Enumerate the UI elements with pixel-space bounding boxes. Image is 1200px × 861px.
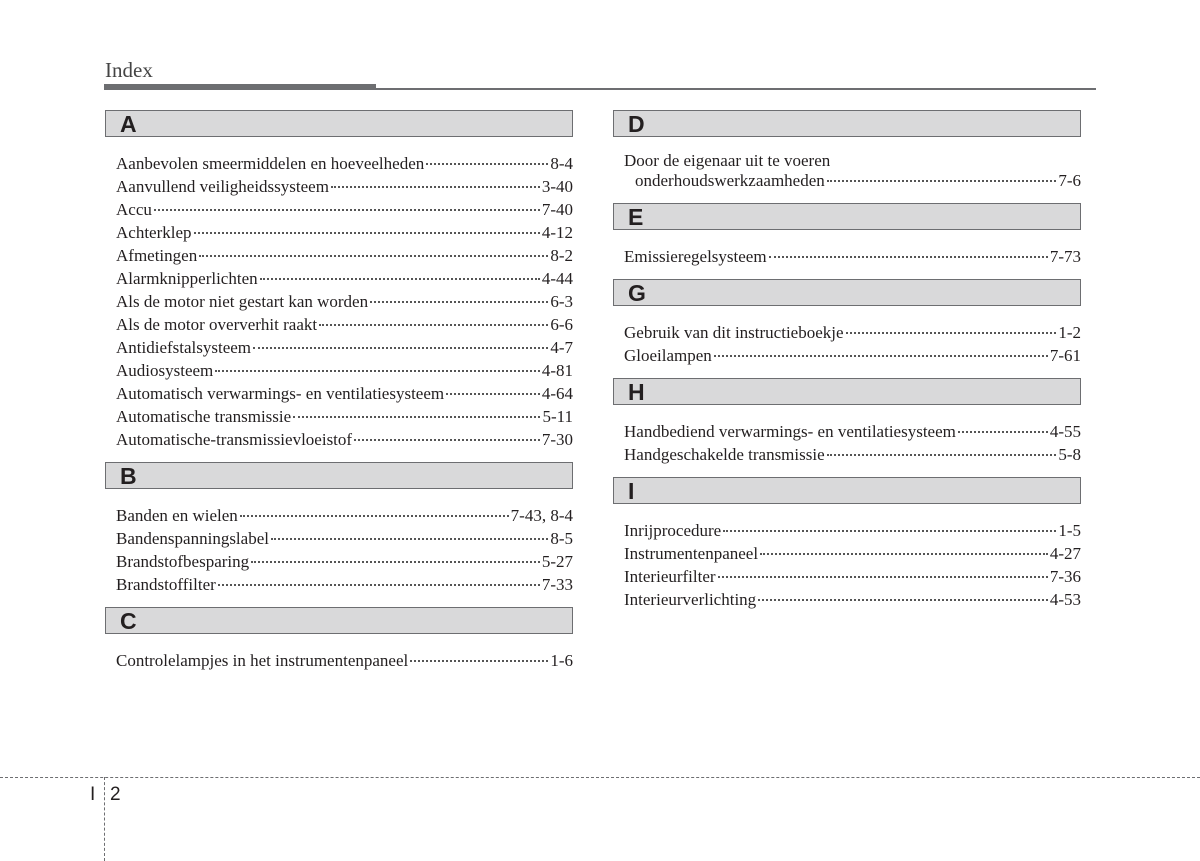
index-entry-page: 7-61	[1049, 346, 1081, 365]
section-letter-header: C	[105, 607, 573, 634]
index-entry-page: 4-7	[550, 338, 573, 357]
footer-page-number: 2	[110, 784, 121, 805]
index-entry-term: Interieurverlichting	[624, 590, 757, 609]
index-entry-term: Audiosysteem	[116, 361, 214, 380]
index-entry-term: Bandenspanningslabel	[116, 529, 269, 548]
index-entry-term: Als de motor oververhit raakt	[116, 315, 318, 334]
index-entry	[116, 290, 573, 313]
index-entry-page: 6-3	[550, 292, 573, 311]
index-column-left	[105, 110, 573, 683]
index-section	[105, 110, 573, 462]
dot-leader	[251, 561, 540, 563]
section-letter-header: D	[613, 110, 1081, 137]
dot-leader	[846, 332, 1057, 334]
dot-leader	[354, 439, 540, 441]
header-rule-thin	[376, 88, 1096, 90]
index-entry-page: 8-5	[550, 529, 573, 548]
index-entry-term: Interieurfilter	[624, 567, 716, 586]
index-entry-page: 7-40	[541, 200, 573, 219]
dot-leader	[958, 431, 1048, 433]
index-section	[613, 203, 1081, 279]
dot-leader	[199, 255, 548, 257]
index-entry-page: 5-11	[542, 407, 573, 426]
index-entry-row	[116, 359, 573, 382]
index-entry-row	[624, 519, 1081, 542]
index-entry-list	[613, 405, 1081, 477]
page-title: Index	[105, 58, 153, 82]
index-entry-row	[116, 428, 573, 451]
index-entry-list	[613, 504, 1081, 622]
index-entry-row	[116, 244, 573, 267]
index-entry-page: 4-64	[541, 384, 573, 403]
index-entry-page: 6-6	[550, 315, 573, 334]
index-entry-row	[116, 267, 573, 290]
index-entry-row	[116, 290, 573, 313]
index-entry-term: Brandstoffilter	[116, 575, 216, 594]
index-entry	[116, 428, 573, 451]
index-entry	[116, 313, 573, 336]
index-entry-row	[624, 443, 1081, 466]
header-rule-thick	[104, 84, 376, 90]
index-entry-row	[624, 321, 1081, 344]
index-entry-page: 8-2	[550, 246, 573, 265]
index-section	[613, 477, 1081, 622]
index-section	[613, 110, 1081, 203]
index-entry-term: Instrumentenpaneel	[624, 544, 759, 563]
dot-leader	[370, 301, 548, 303]
index-entry-page: 1-5	[1058, 521, 1081, 540]
index-entry	[116, 244, 573, 267]
index-entry-term: Accu	[116, 200, 152, 219]
index-entry	[116, 359, 573, 382]
index-entry-term: Brandstofbesparing	[116, 552, 250, 571]
index-entry-term: Aanbevolen smeermiddelen en hoeveelheden	[116, 154, 425, 173]
index-entry-page: 7-30	[541, 430, 573, 449]
index-entry-list	[613, 306, 1081, 378]
index-entry	[624, 321, 1081, 344]
index-entry-term: Afmetingen	[116, 246, 198, 265]
index-entry-term-line1: Door de eigenaar uit te voeren	[624, 151, 831, 170]
index-entry-term: Banden en wielen	[116, 506, 238, 525]
index-entry-row	[624, 169, 1081, 192]
index-entry-row	[116, 382, 573, 405]
index-entry	[624, 152, 1081, 192]
dot-leader	[769, 256, 1048, 258]
index-entry-page: 1-6	[550, 651, 573, 670]
dot-leader	[218, 584, 540, 586]
dot-leader	[827, 454, 1057, 456]
index-entry-page: 4-53	[1049, 590, 1081, 609]
index-entry-row	[116, 221, 573, 244]
index-section	[613, 378, 1081, 477]
index-entry-list	[105, 489, 573, 607]
index-entry-row	[624, 565, 1081, 588]
index-entry-term: Controlelampjes in het instrumentenpaneel	[116, 651, 409, 670]
index-entry-term: Gloeilampen	[624, 346, 712, 365]
dot-leader	[410, 660, 548, 662]
index-entry-page: 7-33	[541, 575, 573, 594]
index-entry-page: 7-6	[1058, 171, 1081, 190]
index-entry	[116, 550, 573, 573]
dot-leader	[331, 186, 540, 188]
index-entry-page: 8-4	[550, 154, 573, 173]
index-entry	[624, 519, 1081, 542]
index-entry-row	[624, 245, 1081, 268]
index-entry	[116, 152, 573, 175]
footer-dashed-divider	[104, 777, 105, 861]
index-entry-term: Achterklep	[116, 223, 192, 242]
index-entry	[116, 504, 573, 527]
index-entry	[624, 542, 1081, 565]
index-entry-page: 7-43, 8-4	[510, 506, 573, 525]
dot-leader	[240, 515, 509, 517]
dot-leader	[446, 393, 540, 395]
index-entry-row	[116, 198, 573, 221]
index-section	[105, 462, 573, 607]
footer-section-label: I	[90, 784, 96, 805]
dot-leader	[319, 324, 548, 326]
index-entry	[624, 588, 1081, 611]
index-entry-row	[624, 420, 1081, 443]
index-entry-row	[624, 344, 1081, 367]
index-section	[613, 279, 1081, 378]
section-letter-header: H	[613, 378, 1081, 405]
dot-leader	[271, 538, 548, 540]
index-entry-row	[116, 527, 573, 550]
index-entry-page: 5-8	[1058, 445, 1081, 464]
index-entry	[116, 267, 573, 290]
index-entry-list	[613, 230, 1081, 279]
section-letter-header: E	[613, 203, 1081, 230]
index-entry-list	[105, 634, 573, 683]
index-entry-list	[105, 137, 573, 462]
dot-leader	[194, 232, 540, 234]
index-entry-row	[116, 175, 573, 198]
index-entry	[116, 405, 573, 428]
index-entry-term: Als de motor niet gestart kan worden	[116, 292, 369, 311]
section-letter-header: G	[613, 279, 1081, 306]
index-entry	[624, 420, 1081, 443]
index-entry-page: 3-40	[541, 177, 573, 196]
index-entry-page: 4-12	[541, 223, 573, 242]
index-entry	[116, 573, 573, 596]
dot-leader	[253, 347, 548, 349]
index-entry-term: Handgeschakelde transmissie	[624, 445, 825, 464]
index-entry-page: 7-36	[1049, 567, 1081, 586]
index-entry	[624, 245, 1081, 268]
index-entry-row	[116, 405, 573, 428]
dot-leader	[215, 370, 540, 372]
index-entry-term: Automatisch verwarmings- en ventilatiesysteem	[116, 384, 445, 403]
index-entry-row	[116, 649, 573, 672]
dot-leader	[760, 553, 1048, 555]
index-entry-page: 7-73	[1049, 247, 1081, 266]
index-entry	[624, 443, 1081, 466]
dot-leader	[827, 180, 1057, 182]
index-entry-list	[613, 137, 1081, 203]
index-entry-page: 4-27	[1049, 544, 1081, 563]
index-entry-term: Handbediend verwarmings- en ventilatiesysteem	[624, 422, 956, 441]
index-entry-page: 4-81	[541, 361, 573, 380]
section-letter-header: A	[105, 110, 573, 137]
dot-leader	[293, 416, 540, 418]
index-section	[105, 607, 573, 683]
index-entry	[624, 565, 1081, 588]
section-letter-header: I	[613, 477, 1081, 504]
index-entry-page: 4-55	[1049, 422, 1081, 441]
index-entry-term: Antidiefstalsysteem	[116, 338, 252, 357]
index-entry	[116, 336, 573, 359]
index-entry-term: Automatische transmissie	[116, 407, 292, 426]
index-entry	[116, 527, 573, 550]
index-entry-row	[116, 573, 573, 596]
dot-leader	[154, 209, 540, 211]
index-entry-page: 1-2	[1058, 323, 1081, 342]
dot-leader	[260, 278, 540, 280]
index-entry-row	[116, 152, 573, 175]
index-entry-row	[116, 313, 573, 336]
index-entry-term: Aanvullend veiligheidssysteem	[116, 177, 329, 196]
dot-leader	[718, 576, 1048, 578]
dot-leader	[426, 163, 548, 165]
index-entry-row	[116, 550, 573, 573]
index-entry	[624, 344, 1081, 367]
dot-leader	[758, 599, 1048, 601]
index-entry	[116, 198, 573, 221]
index-entry	[116, 221, 573, 244]
index-entry	[116, 649, 573, 672]
index-column-right	[613, 110, 1081, 622]
index-entry-row	[624, 588, 1081, 611]
index-entry-row	[116, 504, 573, 527]
dot-leader	[723, 530, 1056, 532]
index-entry-term: Automatische-transmissievloeistof	[116, 430, 353, 449]
index-entry-term: Gebruik van dit instructieboekje	[624, 323, 844, 342]
index-entry	[116, 382, 573, 405]
index-entry	[116, 175, 573, 198]
index-entry-page: 4-44	[541, 269, 573, 288]
index-entry-term: Alarmknipperlichten	[116, 269, 258, 288]
dot-leader	[714, 355, 1048, 357]
footer-dashed-rule	[0, 777, 1200, 778]
index-entry-term: Inrijprocedure	[624, 521, 722, 540]
index-entry-row	[116, 336, 573, 359]
index-entry-page: 5-27	[541, 552, 573, 571]
index-entry-term: onderhoudswerkzaamheden	[635, 171, 825, 190]
section-letter-header: B	[105, 462, 573, 489]
index-entry-term: Emissieregelsysteem	[624, 247, 767, 266]
index-entry-row	[624, 542, 1081, 565]
